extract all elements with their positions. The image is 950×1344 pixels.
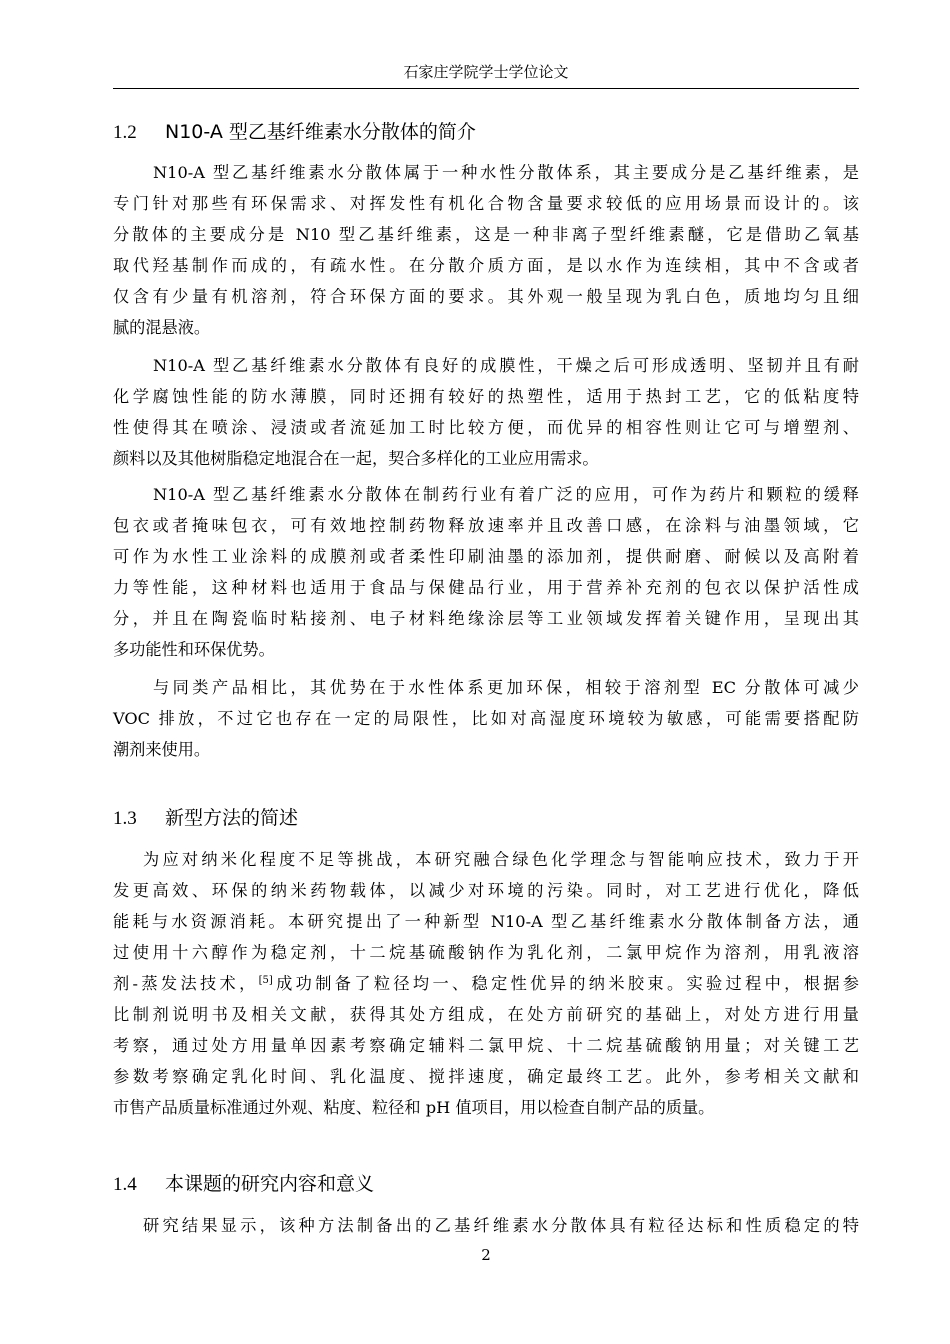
text-line: 化学腐蚀性能的防水薄膜，同时还拥有较好的热塑性，适用于热封工艺，它的低粘度特	[113, 387, 859, 406]
paragraph	[113, 672, 859, 765]
page-number: 2	[481, 1246, 491, 1264]
section-heading-1-3	[113, 804, 298, 832]
section-title: 新型方法的简述	[165, 807, 299, 829]
paragraph	[113, 479, 859, 665]
paragraph	[113, 157, 859, 343]
paragraph	[113, 844, 859, 1123]
section-heading-1-2	[113, 118, 476, 146]
text-line: 比制剂说明书及相关文献，获得其处方组成，在处方前研究的基础上，对处方进行用量	[113, 1005, 859, 1024]
text-line: 能耗与水资源消耗。本研究提出了一种新型 N10-A 型乙基纤维素水分散体制备方法，通	[113, 912, 859, 931]
text-line: VOC 排放，不过它也存在一定的局限性，比如对高湿度环境较为敏感，可能需要搭配防	[113, 709, 859, 728]
text-line: N10-A 型乙基纤维素水分散体在制药行业有着广泛的应用，可作为药片和颗粒的缓释	[153, 485, 859, 504]
text-line: 市售产品质量标准通过外观、粘度、粒径和 pH 值项目，用以检查自制产品的质量。	[113, 1098, 715, 1117]
text-line: 仅含有少量有机溶剂，符合环保方面的要求。其外观一般呈现为乳白色，质地均匀且细	[113, 287, 859, 306]
text-line: 分，并且在陶瓷临时粘接剂、电子材料绝缘涂层等工业领域发挥着关键作用，呈现出其	[113, 609, 859, 628]
section-title: N10-A 型乙基纤维素水分散体的简介	[165, 121, 476, 143]
section-title: 本课题的研究内容和意义	[165, 1173, 375, 1195]
section-number: 1.2	[113, 122, 137, 143]
text-line: N10-A 型乙基纤维素水分散体属于一种水性分散体系，其主要成分是乙基纤维素，是	[153, 163, 859, 182]
text-line: 考察，通过处方用量单因素考察确定辅料二氯甲烷、十二烷基硫酸钠用量；对关键工艺	[113, 1036, 859, 1055]
paragraph	[113, 350, 859, 474]
text-segment: 剂-蒸发法技术，	[113, 974, 259, 993]
text-line: 为应对纳米化程度不足等挑战，本研究融合绿色化学理念与智能响应技术，致力于开	[143, 850, 859, 869]
text-segment: 成功制备了粒径均一、稳定性优异的纳米胶束。实验过程中，根据参	[272, 974, 859, 993]
text-line: 颜料以及其他树脂稳定地混合在一起，契合多样化的工业应用需求。	[113, 449, 599, 468]
text-line: 专门针对那些有环保需求、对挥发性有机化合物含量要求较低的应用场景而设计的。该	[113, 194, 859, 213]
running-header: 石家庄学院学士学位论文	[403, 63, 569, 81]
text-line: 参数考察确定乳化时间、乳化温度、搅拌速度，确定最终工艺。此外，参考相关文献和	[113, 1067, 859, 1086]
text-line: 潮剂来使用。	[113, 740, 211, 759]
text-line	[113, 968, 859, 999]
section-number: 1.3	[113, 808, 137, 829]
paragraph	[113, 1210, 859, 1241]
text-line: 过使用十六醇作为稳定剂，十二烷基硫酸钠作为乳化剂，二氯甲烷作为溶剂，用乳液溶	[113, 943, 859, 962]
text-line: 与同类产品相比，其优势在于水性体系更加环保，相较于溶剂型 EC 分散体可减少	[153, 678, 859, 697]
section-number: 1.4	[113, 1174, 137, 1195]
text-line: 分散体的主要成分是 N10 型乙基纤维素，这是一种非离子型纤维素醚，它是借助乙氧基	[113, 225, 859, 244]
text-line: N10-A 型乙基纤维素水分散体有良好的成膜性，干燥之后可形成透明、坚韧并且有耐	[153, 356, 859, 375]
text-line: 性使得其在喷涂、浸渍或者流延加工时比较方便，而优异的相容性则让它可与增塑剂、	[113, 418, 859, 437]
text-line: 可作为水性工业涂料的成膜剂或者柔性印刷油墨的添加剂，提供耐磨、耐候以及高附着	[113, 547, 859, 566]
text-line: 多功能性和环保优势。	[113, 640, 275, 659]
text-line: 研究结果显示，该种方法制备出的乙基纤维素水分散体具有粒径达标和性质稳定的特	[143, 1216, 859, 1235]
text-line: 腻的混悬液。	[113, 318, 211, 337]
text-line: 发更高效、环保的纳米药物载体，以减少对环境的污染。同时，对工艺进行优化，降低	[113, 881, 859, 900]
citation-marker[interactable]: [5]	[258, 975, 273, 986]
text-line: 取代羟基制作而成的，有疏水性。在分散介质方面，是以水作为连续相，其中不含或者	[113, 256, 859, 275]
section-heading-1-4	[113, 1170, 374, 1198]
header-rule	[113, 88, 859, 89]
text-line: 力等性能，这种材料也适用于食品与保健品行业，用于营养补充剂的包衣以保护活性成	[113, 578, 859, 597]
text-line: 包衣或者掩味包衣，可有效地控制药物释放速率并且改善口感，在涂料与油墨领域，它	[113, 516, 859, 535]
